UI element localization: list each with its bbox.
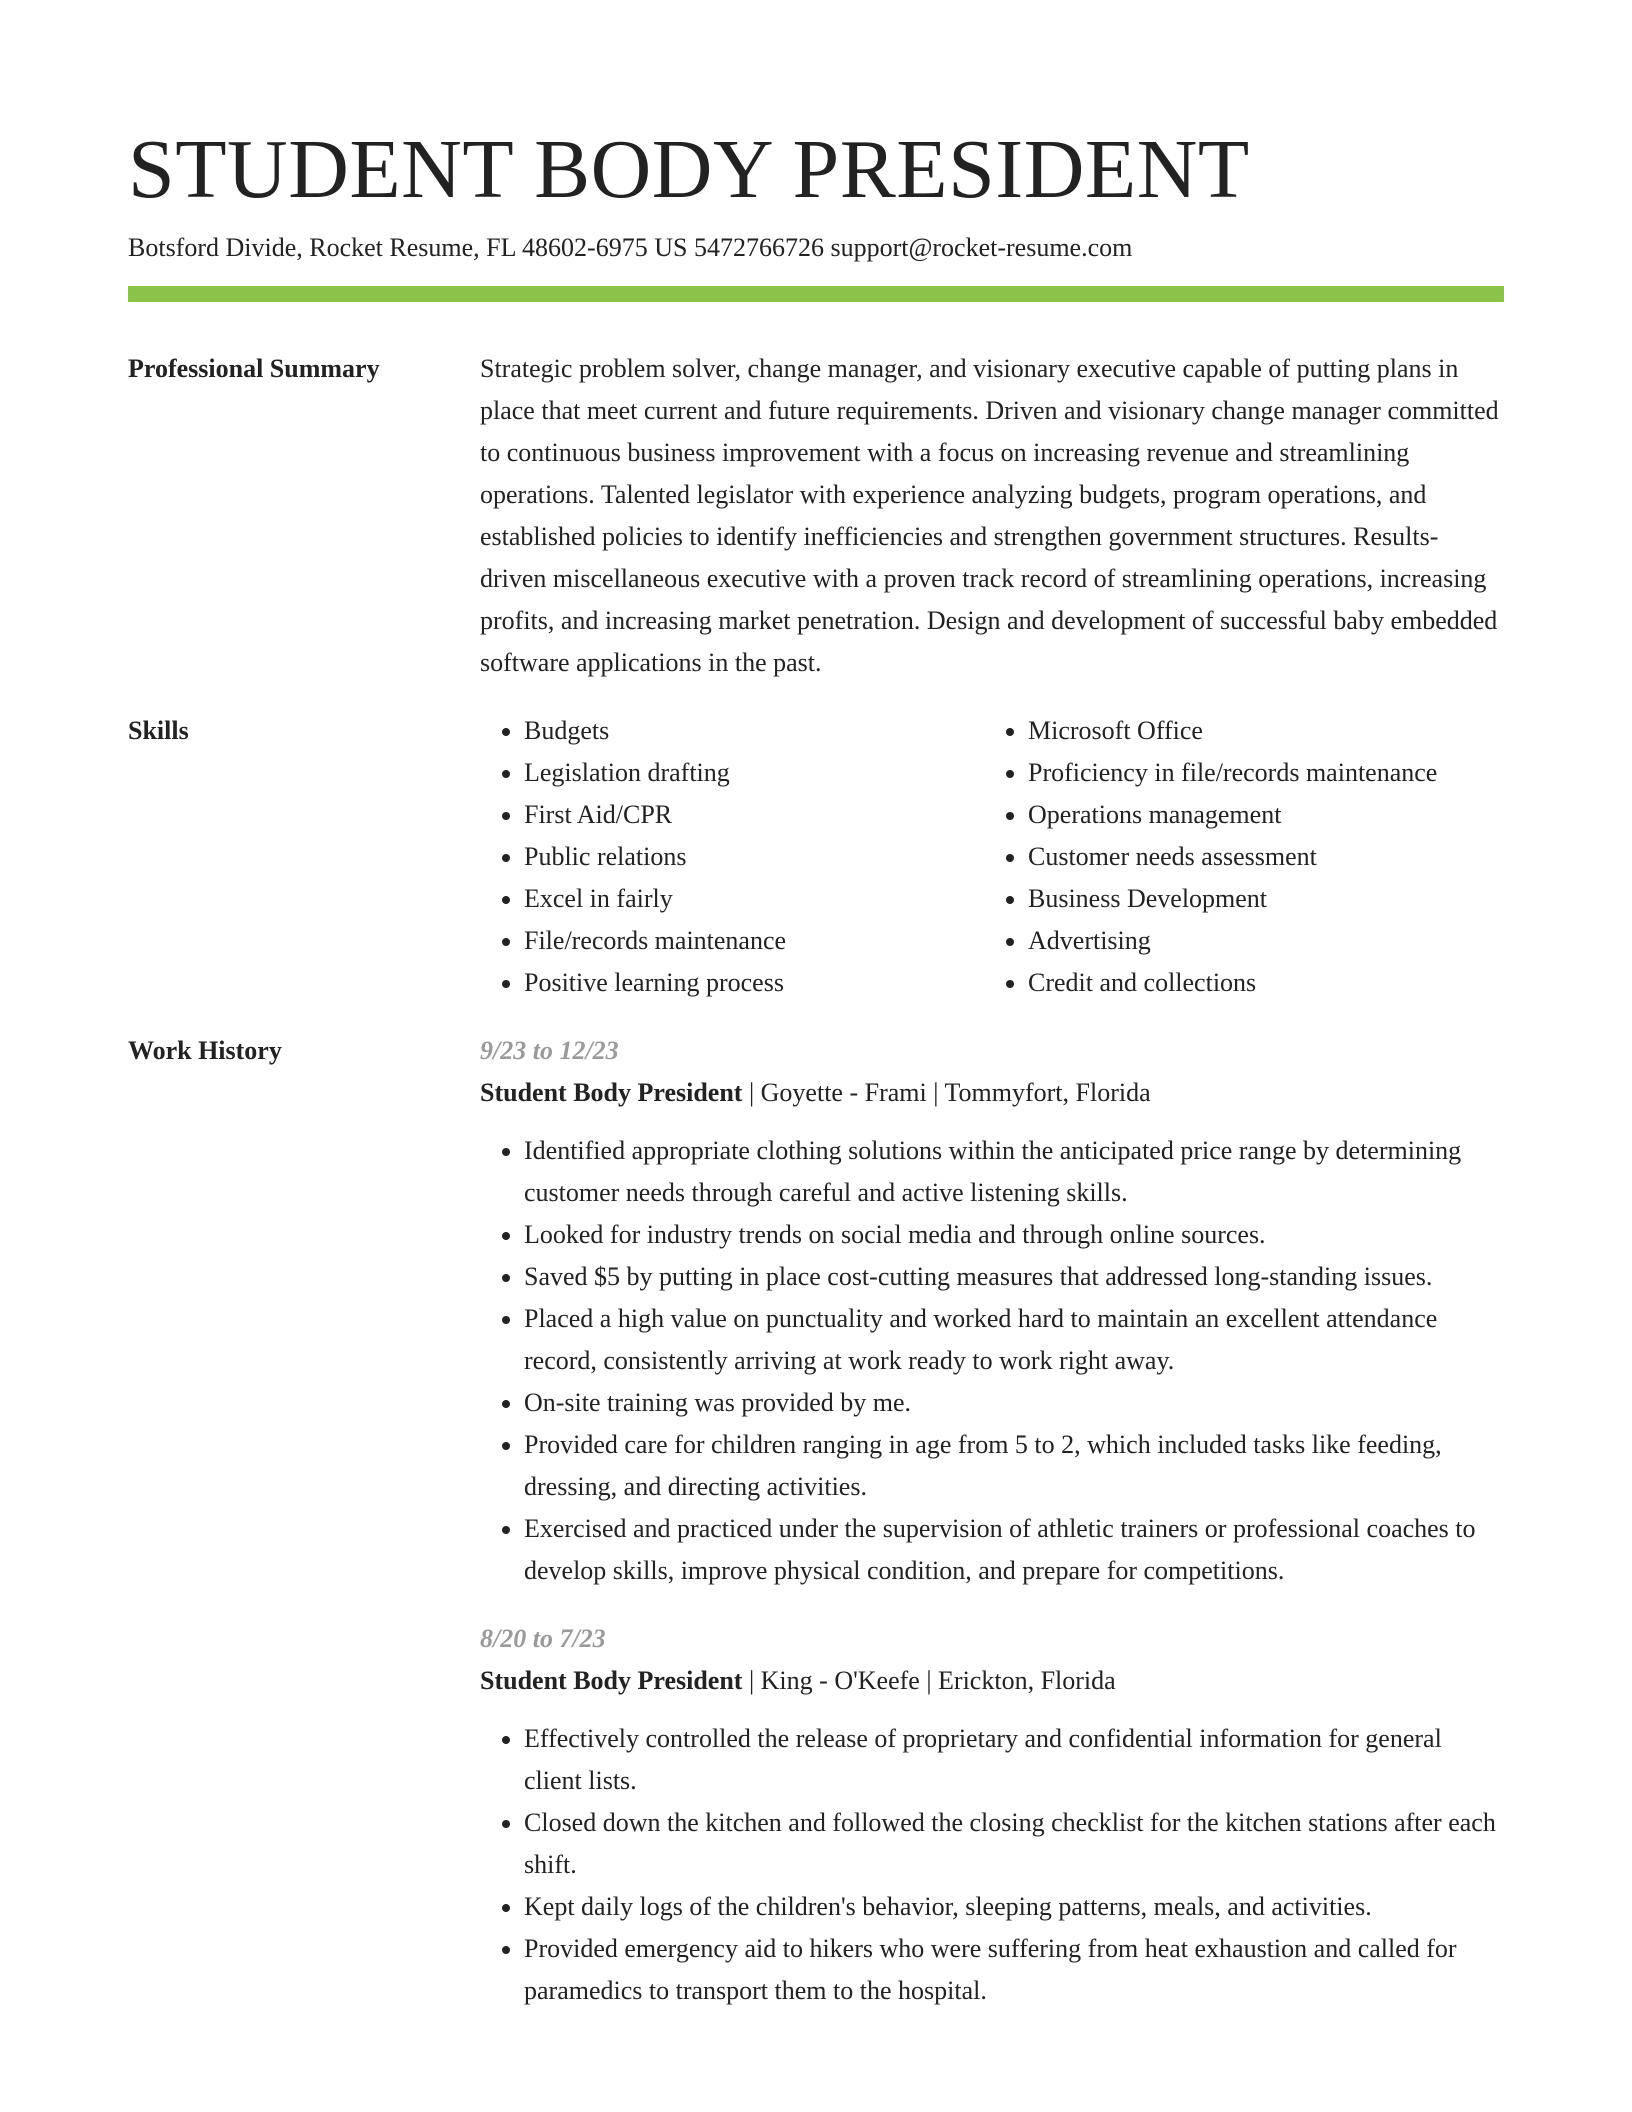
skill-item: • Public relations	[524, 836, 984, 878]
job-entry	[480, 1618, 1504, 2012]
summary-section	[128, 348, 1504, 684]
skills-list-left	[480, 710, 984, 1004]
candidate-name: STUDENT BODY PRESIDENT	[128, 123, 1250, 216]
job-bullet: • Saved $5 by putting in place cost-cutting measures that addressed long-standing issues.	[524, 1256, 1504, 1298]
skill-item: • Credit and collections	[1028, 962, 1437, 1004]
job-employer-location: | Goyette - Frami | Tommyfort, Florida	[742, 1078, 1151, 1107]
skill-item: • Operations management	[1028, 794, 1437, 836]
work-history-body	[480, 1030, 1504, 2038]
job-bullet: • Closed down the kitchen and followed the closing checklist for the kitchen stations after each shift.	[524, 1802, 1504, 1886]
work-history-section	[128, 1030, 1504, 2038]
job-bullet: • Kept daily logs of the children's behavior, sleeping patterns, meals, and activities.	[524, 1886, 1504, 1928]
job-bullet: • Identified appropriate clothing solutions within the anticipated price range by determining customer needs through careful and active listening skills.	[524, 1130, 1504, 1214]
job-bullets	[480, 1718, 1504, 2012]
job-bullet: • Effectively controlled the release of proprietary and confidential information for general client lists.	[524, 1718, 1504, 1802]
header-divider	[128, 286, 1504, 302]
skill-item: • Proficiency in file/records maintenance	[1028, 752, 1437, 794]
job-bullet: • Provided emergency aid to hikers who were suffering from heat exhaustion and called for paramedics to transport them to the hospital.	[524, 1928, 1504, 2012]
job-dates: 8/20 to 7/23	[480, 1624, 606, 1653]
job-dates: 9/23 to 12/23	[480, 1036, 619, 1065]
skill-item: • Advertising	[1028, 920, 1437, 962]
job-bullets	[480, 1130, 1504, 1592]
job-title-line	[480, 1660, 1504, 1702]
skill-item: • Microsoft Office	[1028, 710, 1437, 752]
skill-item: • Business Development	[1028, 878, 1437, 920]
job-bullet: • On-site training was provided by me.	[524, 1382, 1504, 1424]
job-title: Student Body President	[480, 1078, 743, 1107]
section-label-skills: Skills	[128, 716, 189, 745]
summary-text: Strategic problem solver, change manager, and visionary executive capable of putting plans in place that meet current and future requirements. Driven and visionary change manager committed to continuous business improvement with a focus on increasing revenue and streamlining operations. Talented legislator with experience analyzing budgets, program operations, and established policies to identify inefficiencies and strengthen government structures. Results-driven miscellaneous executive with a proven track record of streamlining operations, increasing profits, and increasing market penetration. Design and development of successful baby embedded software applications in the past.	[480, 354, 1499, 677]
skill-item: • Excel in fairly	[524, 878, 984, 920]
skill-item: • Positive learning process	[524, 962, 984, 1004]
job-title: Student Body President	[480, 1666, 743, 1695]
job-bullet: • Exercised and practiced under the supervision of athletic trainers or professional coaches to develop skills, improve physical condition, and prepare for competitions.	[524, 1508, 1504, 1592]
section-label-work-history: Work History	[128, 1036, 282, 1065]
skill-item: • Legislation drafting	[524, 752, 984, 794]
skill-item: • First Aid/CPR	[524, 794, 984, 836]
skill-item: • File/records maintenance	[524, 920, 984, 962]
job-title-line	[480, 1072, 1504, 1114]
skills-body	[480, 710, 1504, 1004]
skills-list-right	[984, 710, 1437, 1004]
skills-section	[128, 710, 1504, 1004]
job-entry	[480, 1030, 1504, 1592]
summary-body	[480, 348, 1504, 684]
job-bullet: • Looked for industry trends on social media and through online sources.	[524, 1214, 1504, 1256]
skill-item: • Customer needs assessment	[1028, 836, 1437, 878]
job-bullet: • Placed a high value on punctuality and worked hard to maintain an excellent attendance record, consistently arriving at work ready to work right away.	[524, 1298, 1504, 1382]
skill-item: • Budgets	[524, 710, 984, 752]
resume-header	[128, 0, 1504, 302]
contact-info: Botsford Divide, Rocket Resume, FL 48602-6975 US 5472766726 support@rocket-resume.com	[128, 233, 1133, 262]
job-employer-location: | King - O'Keefe | Erickton, Florida	[742, 1666, 1116, 1695]
section-label-summary: Professional Summary	[128, 354, 380, 383]
job-bullet: • Provided care for children ranging in age from 5 to 2, which included tasks like feeding, dressing, and directing activities.	[524, 1424, 1504, 1508]
